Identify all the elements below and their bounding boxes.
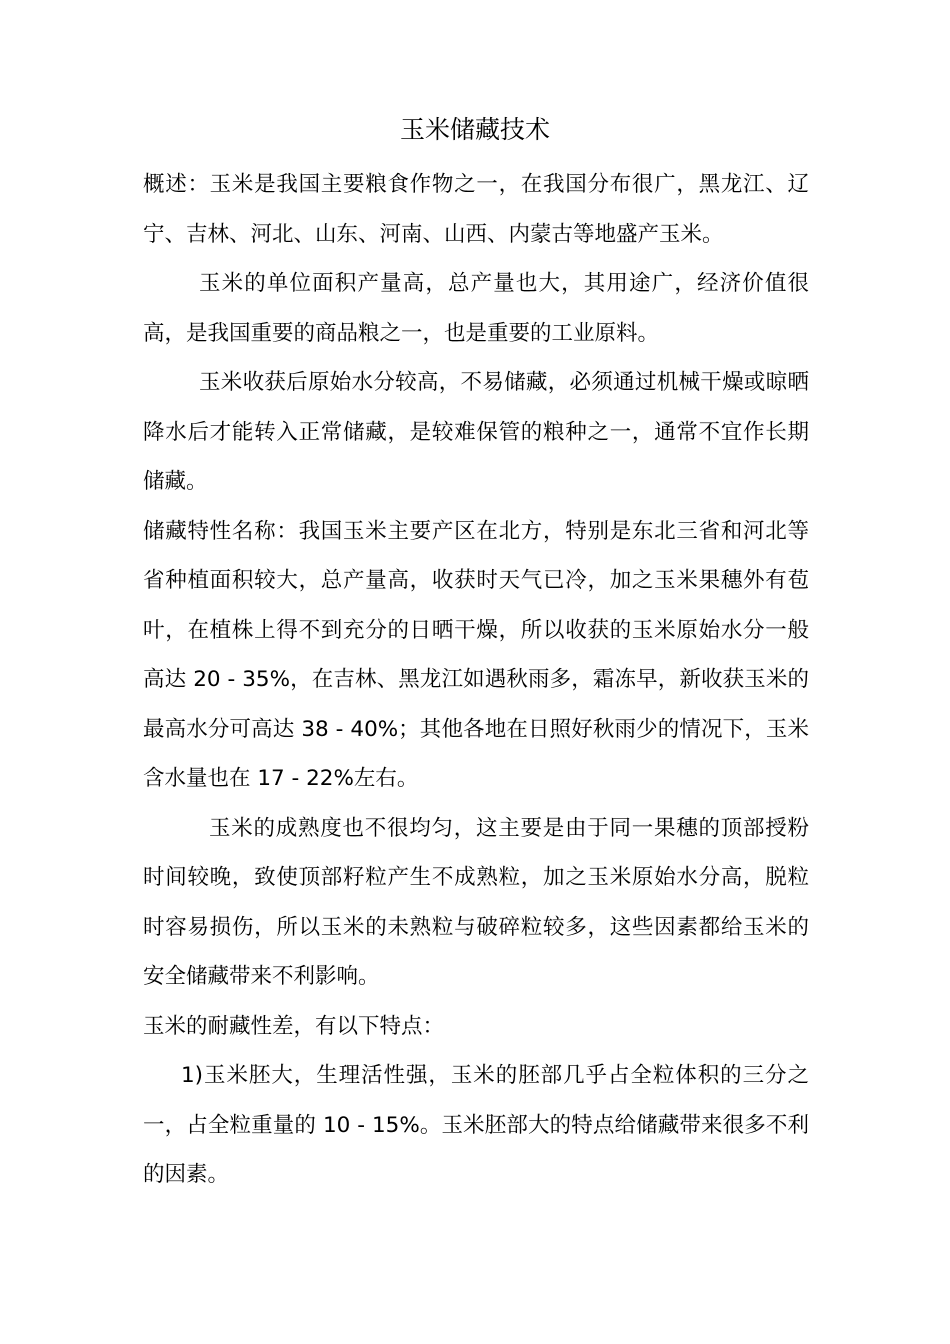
document-title: 玉米储藏技术	[399, 115, 550, 144]
paragraph-features-heading: 玉米的耐藏性差，有以下特点：	[143, 1013, 445, 1039]
paragraph-feature-1: 1)玉米胚大，生理活性强，玉米的胚部几乎占全粒体积的三分之一，占全粒重量的 10 - 15%。玉米胚部大的特点给储藏带来很多不利的因素。	[143, 1063, 809, 1187]
paragraph-storage-characteristics: 储藏特性名称：我国玉米主要产区在北方，特别是东北三省和河北等省种植面积较大，总产量高，收获时天气已冷，加之玉米果穗外有苞叶，在植株上得不到充分的日晒干燥，所以收获的玉米原始水分一般高达 20 - 35%，在吉林、黑龙江如遇秋雨多，霜冻早，新收获玉米的最高水分可高达 38 - 40%；其他各地在日照好秋雨少的情况下，玉米含水量也在 17 - 22%左右。	[143, 518, 809, 791]
paragraph-maturity: 玉米的成熟度也不很均匀，这主要是由于同一果穗的顶部授粉时间较晚，致使顶部籽粒产生不成熟粒，加之玉米原始水分高，脱粒时容易损伤，所以玉米的未熟粒与破碎粒较多，这些因素都给玉米的安全储藏带来不利影响。	[143, 815, 809, 989]
paragraph-yield: 玉米的单位面积产量高，总产量也大，其用途广，经济价值很高，是我国重要的商品粮之一，也是重要的工业原料。	[143, 271, 809, 346]
paragraph-moisture: 玉米收获后原始水分较高，不易储藏，必须通过机械干燥或晾晒降水后才能转入正常储藏，是较难保管的粮种之一，通常不宜作长期储藏。	[143, 370, 809, 494]
paragraph-overview: 概述：玉米是我国主要粮食作物之一，在我国分布很广，黑龙江、辽宁、吉林、河北、山东、河南、山西、内蒙古等地盛产玉米。	[143, 172, 809, 247]
document-body	[143, 160, 809, 1200]
